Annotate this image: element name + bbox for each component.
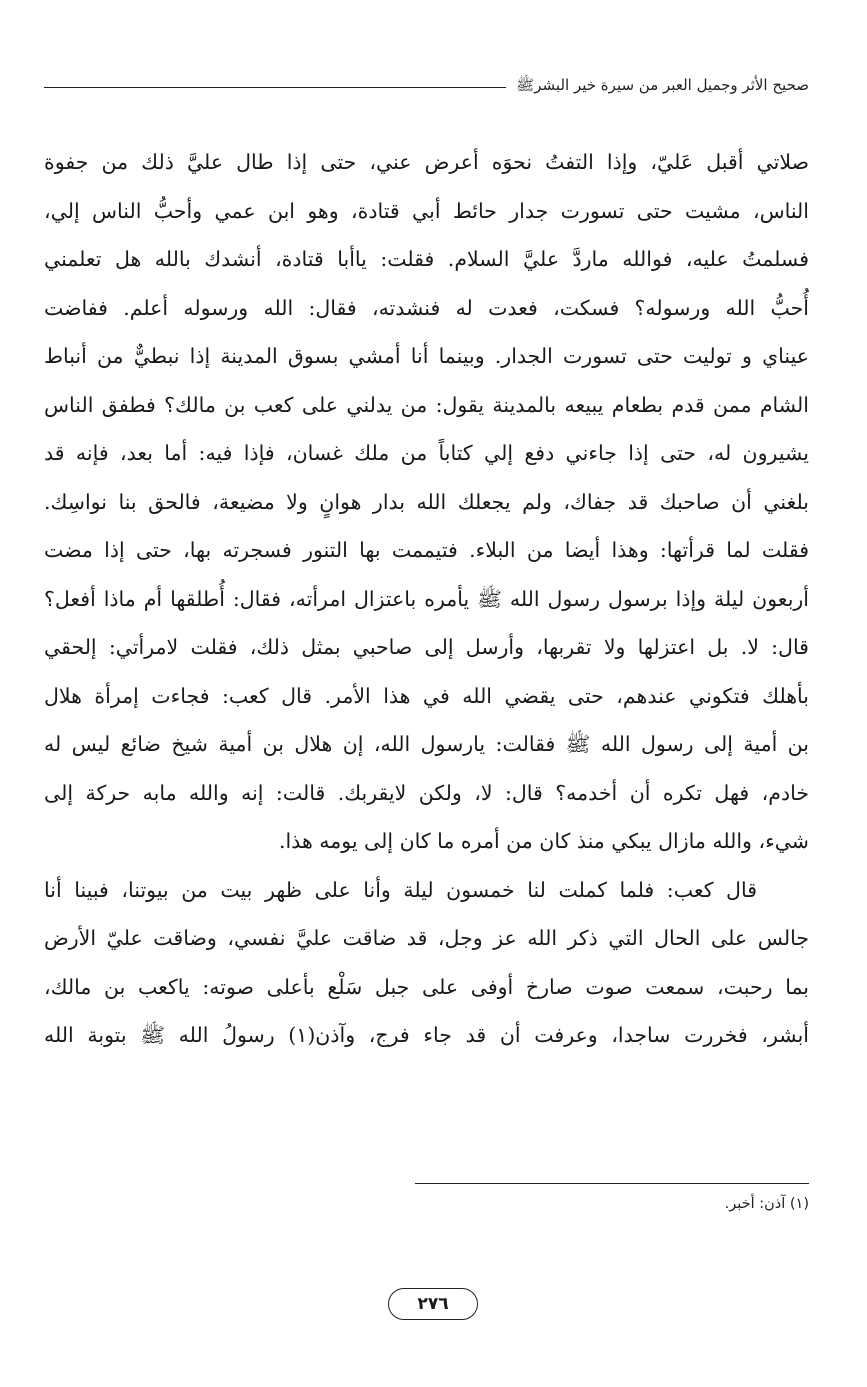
text-line: بأهلك فتكوني عندهم، حتى يقضي الله في هذا الأمر. قال كعب: فجاءت إمرأة هلال [44, 683, 809, 708]
text-line: قال كعب: فلما كملت لنا خمسون ليلة وأنا على ظهر بيت من بيوتنا، فبينا أنا [44, 877, 757, 902]
text-line: جالس على الحال التي ذكر الله عز وجل، قد ضاقت عليَّ نفسي، وضاقت عليّ الأرض [44, 926, 809, 950]
text-line: عيناي و توليت حتى تسورت الجدار. وبينما أنا أمشي بسوق المدينة إذا نبطيٌّ من أنباط [44, 344, 809, 368]
header-rule [44, 87, 506, 88]
text-line: شيء، والله مازال يبكي منذ كان من أمره ما كان إلى يومه هذا. [278, 829, 809, 853]
body-text [44, 138, 809, 1060]
running-header [44, 74, 809, 100]
text-line: أربعون ليلة وإذا برسول رسول الله ﷺ يأمره باعتزال امرأته، فقال: أُطلقها أم ماذا أفعل؟ [44, 586, 809, 611]
text-line: فسلمتُ عليه، فوالله ماردَّ عليَّ السلام. فقلت: ياأبا قتادة، أنشدك بالله هل تعلمني [44, 247, 809, 271]
text-line: بما رحبت، سمعت صوت صارخ أوفى على جبل سَلْع بأعلى صوته: ياكعب بن مالك، [44, 974, 809, 999]
text-line: الشام ممن قدم بطعام يبيعه بالمدينة يقول: من يدلني على كعب بن مالك؟ فطفق الناس [44, 392, 809, 417]
footnote: (١) آذن: أخبر. [724, 1196, 809, 1212]
text-line: يشيرون له، حتى إذا جاءني دفع إلي كتاباً من ملك غسان، فإذا فيه: أما بعد، فإنه قد [44, 441, 809, 465]
page-number: ٢٧٦ [388, 1288, 478, 1320]
text-line: قال: لا. بل اعتزلها ولا تقربها، وأرسل إلى صاحبي بمثل ذلك، فقلت لامرأتي: إلحقي [44, 635, 809, 659]
footnote-rule [415, 1183, 809, 1184]
text-line: أبشر، فخررت ساجدا، وعرفت أن قد جاء فرج، وآذن(١) رسولُ الله ﷺ بتوبة الله [44, 1023, 809, 1047]
header-title: صحيح الأثر وجميل العبر من سيرة خير البشرﷺ [516, 76, 809, 94]
text-line: خادم، فهل تكره أن أخدمه؟ قال: لا، ولكن لايقربك. قالت: إنه والله مابه حركة إلى [44, 780, 809, 805]
text-line: صلاتي أقبل عَليّ، وإذا التفتُ نحوَه أعرض عني، حتى إذا طال عليَّ ذلك من جفوة [44, 150, 809, 174]
text-line: بلغني أن صاحبك قد جفاك، ولم يجعلك الله بدار هوانٍ ولا مضيعة، فالحق بنا نواسِك. [44, 489, 809, 514]
text-line: بن أمية إلى رسول الله ﷺ فقالت: يارسول الله، إن هلال بن أمية شيخ ضائع ليس له [44, 732, 809, 756]
text-line: أُحبُّ الله ورسوله؟ فسكت، فعدت له فنشدته، فقال: الله ورسوله أعلم. ففاضت [44, 295, 809, 320]
text-line: فقلت لما قرأتها: وهذا أيضا من البلاء. فتيممت بها التنور فسجرته بها، حتى إذا مضت [44, 538, 809, 562]
text-line: الناس، مشيت حتى تسورت جدار حائط أبي قتادة، وهو ابن عمي وأحبُّ الناس إلي، [44, 198, 809, 223]
